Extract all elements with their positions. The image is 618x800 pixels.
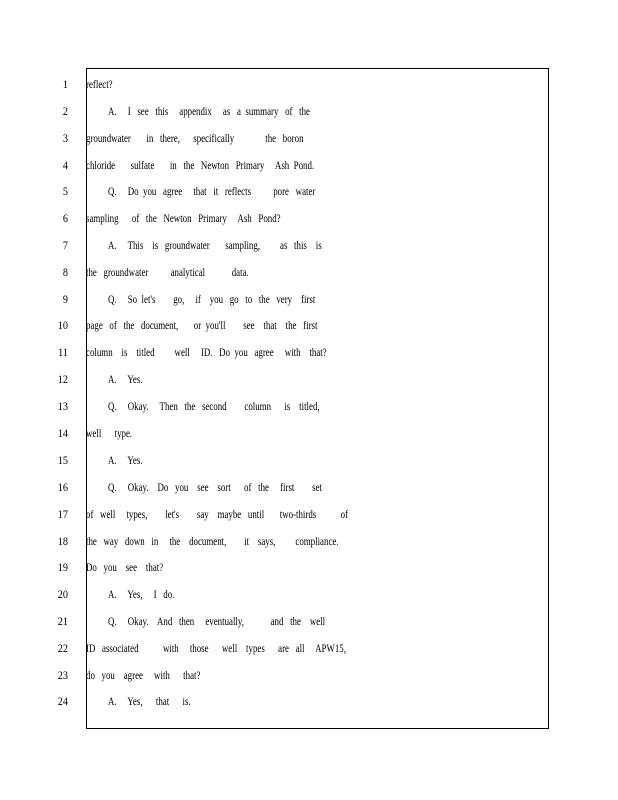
line-number: 13 [57,399,68,413]
line-text: do you agree with that? [86,668,201,682]
line-text: A. Yes. [108,372,143,386]
transcript-line [0,665,618,685]
transcript-line [0,289,618,309]
line-text: sampling of the Newton Primary Ash Pond? [86,211,281,225]
line-text: Do you see that? [86,560,164,574]
transcript-line [0,128,618,148]
line-number: 14 [57,426,68,440]
transcript-line [0,477,618,497]
line-text: of well types, let's say maybe until two-thirds of [86,507,349,521]
line-number: 5 [62,184,68,198]
line-number: 16 [57,480,68,494]
line-text: Q. Okay. Do you see sort of the first set [108,480,322,494]
transcript-line [0,155,618,175]
line-text: well type. [86,426,133,440]
line-text: A. I see this appendix as a summary of the [108,104,310,118]
transcript-line [0,101,618,121]
line-text: chloride sulfate in the Newton Primary Ash Pond. [86,158,315,172]
line-number: 24 [57,694,68,708]
line-number: 4 [62,158,68,172]
line-number: 22 [57,641,68,655]
line-number: 17 [57,507,68,521]
transcript-line [0,235,618,255]
transcript-line [0,691,618,711]
line-text: Q. Okay. And then eventually, and the well [108,614,326,628]
line-number: 15 [57,453,68,467]
line-number: 20 [57,587,68,601]
line-text: page of the document, or you'll see that the first [86,318,318,332]
transcript-line [0,369,618,389]
line-number: 21 [57,614,68,628]
transcript-line [0,638,618,658]
line-text: the groundwater analytical data. [86,265,249,279]
transcript-line [0,342,618,362]
transcript-line [0,504,618,524]
line-text: Q. Okay. Then the second column is titled, [108,399,320,413]
line-number: 3 [62,131,68,145]
line-number: 10 [57,318,68,332]
line-text: column is titled well ID. Do you agree with that? [86,345,327,359]
line-text: A. This is groundwater sampling, as this is [108,238,322,252]
line-number: 6 [62,211,68,225]
transcript-line [0,315,618,335]
transcript-line [0,423,618,443]
line-text: A. Yes. [108,453,143,467]
transcript-line [0,557,618,577]
line-number: 18 [57,534,68,548]
transcript-line [0,396,618,416]
transcript-line [0,531,618,551]
line-text: reflect? [86,77,113,91]
line-number: 8 [62,265,68,279]
line-number: 7 [62,238,68,252]
line-number: 11 [58,345,68,359]
transcript-line [0,74,618,94]
transcript-line [0,262,618,282]
transcript-line [0,208,618,228]
line-number: 19 [57,560,68,574]
transcript-line [0,450,618,470]
transcript-line [0,584,618,604]
line-text: A. Yes, that is. [108,694,191,708]
line-text: Q. Do you agree that it reflects pore water [108,184,316,198]
line-text: ID associated with those well types are all APW15, [86,641,346,655]
transcript-line [0,611,618,631]
line-number: 2 [62,104,68,118]
line-number: 12 [57,372,68,386]
line-number: 1 [62,77,68,91]
line-text: A. Yes, I do. [108,587,175,601]
line-text: groundwater in there, specifically the boron [86,131,304,145]
line-text: Q. So let's go, if you go to the very first [108,292,316,306]
line-number: 23 [57,668,68,682]
line-text: the way down in the document, it says, compliance. [86,534,339,548]
line-number: 9 [62,292,68,306]
transcript-line [0,181,618,201]
